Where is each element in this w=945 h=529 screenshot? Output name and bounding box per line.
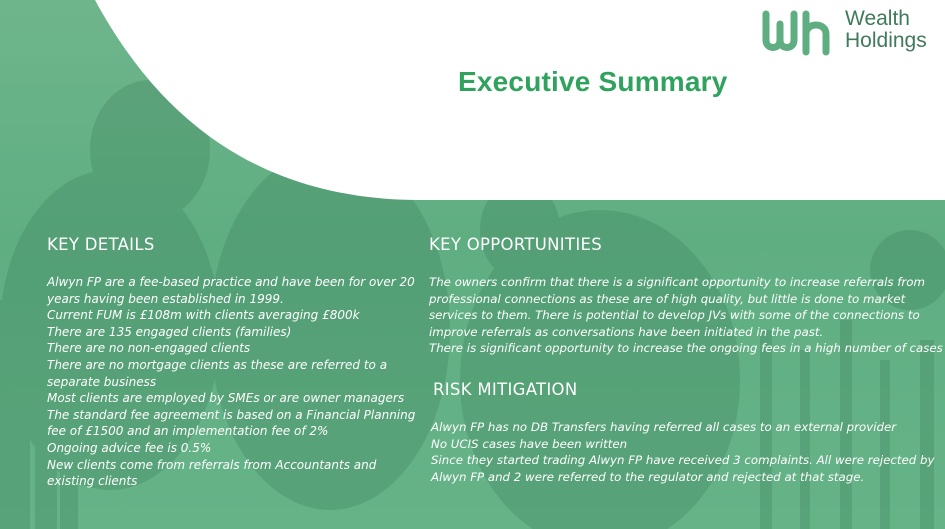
key-details-text <box>47 274 415 490</box>
key-details-line: There are no non-engaged clients <box>47 341 251 356</box>
risk-mitigation-text <box>431 419 934 485</box>
key-opportunities-line: services to them. There is potential to develop JVs with some of the connections to <box>429 308 920 323</box>
page-title: Executive Summary <box>458 66 728 97</box>
risk-mitigation-heading: RISK MITIGATION <box>433 380 578 399</box>
risk-mitigation-line: Alwyn FP and 2 were referred to the regulator and rejected at that stage. <box>431 469 865 484</box>
key-details-line: existing clients <box>47 474 138 489</box>
key-opportunities-text <box>429 274 943 357</box>
key-details-line: years having been established in 1999. <box>47 291 284 306</box>
logo-line-2: Holdings <box>845 29 927 52</box>
key-details-line: New clients come from referrals from Accountants and <box>47 457 377 472</box>
logo-wordmark <box>845 8 927 52</box>
key-details-line: There are no mortgage clients as these are referred to a <box>47 357 388 372</box>
key-opportunities-heading: KEY OPPORTUNITIES <box>429 235 603 254</box>
key-details-heading: KEY DETAILS <box>47 235 155 254</box>
key-details-line: Current FUM is £108m with clients averaging £800k <box>47 308 360 323</box>
key-details-line: The standard fee agreement is based on a Financial Planning <box>47 407 416 422</box>
key-details-line: There are 135 engaged clients (families) <box>47 324 292 339</box>
key-details-line: Alwyn FP are a fee-based practice and have been for over 20 <box>47 275 415 289</box>
risk-mitigation-line: No UCIS cases have been written <box>431 436 628 451</box>
key-details-line: fee of £1500 and an implementation fee of 2% <box>47 424 329 439</box>
key-details-line: separate business <box>47 374 157 389</box>
key-opportunities-line: improve referrals as conversations have been initiated in the past. <box>429 324 824 339</box>
risk-mitigation-line: Since they started trading Alwyn FP have received 3 complaints. All were rejected by <box>431 453 935 468</box>
key-details-line: Ongoing advice fee is 0.5% <box>47 440 212 455</box>
risk-mitigation-line: Alwyn FP has no DB Transfers having referred all cases to an external provider <box>431 420 897 434</box>
wealth-holdings-logo <box>760 6 945 58</box>
logo-line-1: Wealth <box>845 7 910 30</box>
key-opportunities-line: There is significant opportunity to increase the ongoing fees in a high number of cases <box>429 341 943 356</box>
key-opportunities-line: professional connections as these are of high quality, but little is done to market <box>429 291 906 306</box>
key-details-line: Most clients are employed by SMEs or are owner managers <box>47 391 405 406</box>
wh-monogram-icon <box>760 10 834 56</box>
key-opportunities-line: The owners confirm that there is a significant opportunity to increase referrals from <box>429 275 925 289</box>
